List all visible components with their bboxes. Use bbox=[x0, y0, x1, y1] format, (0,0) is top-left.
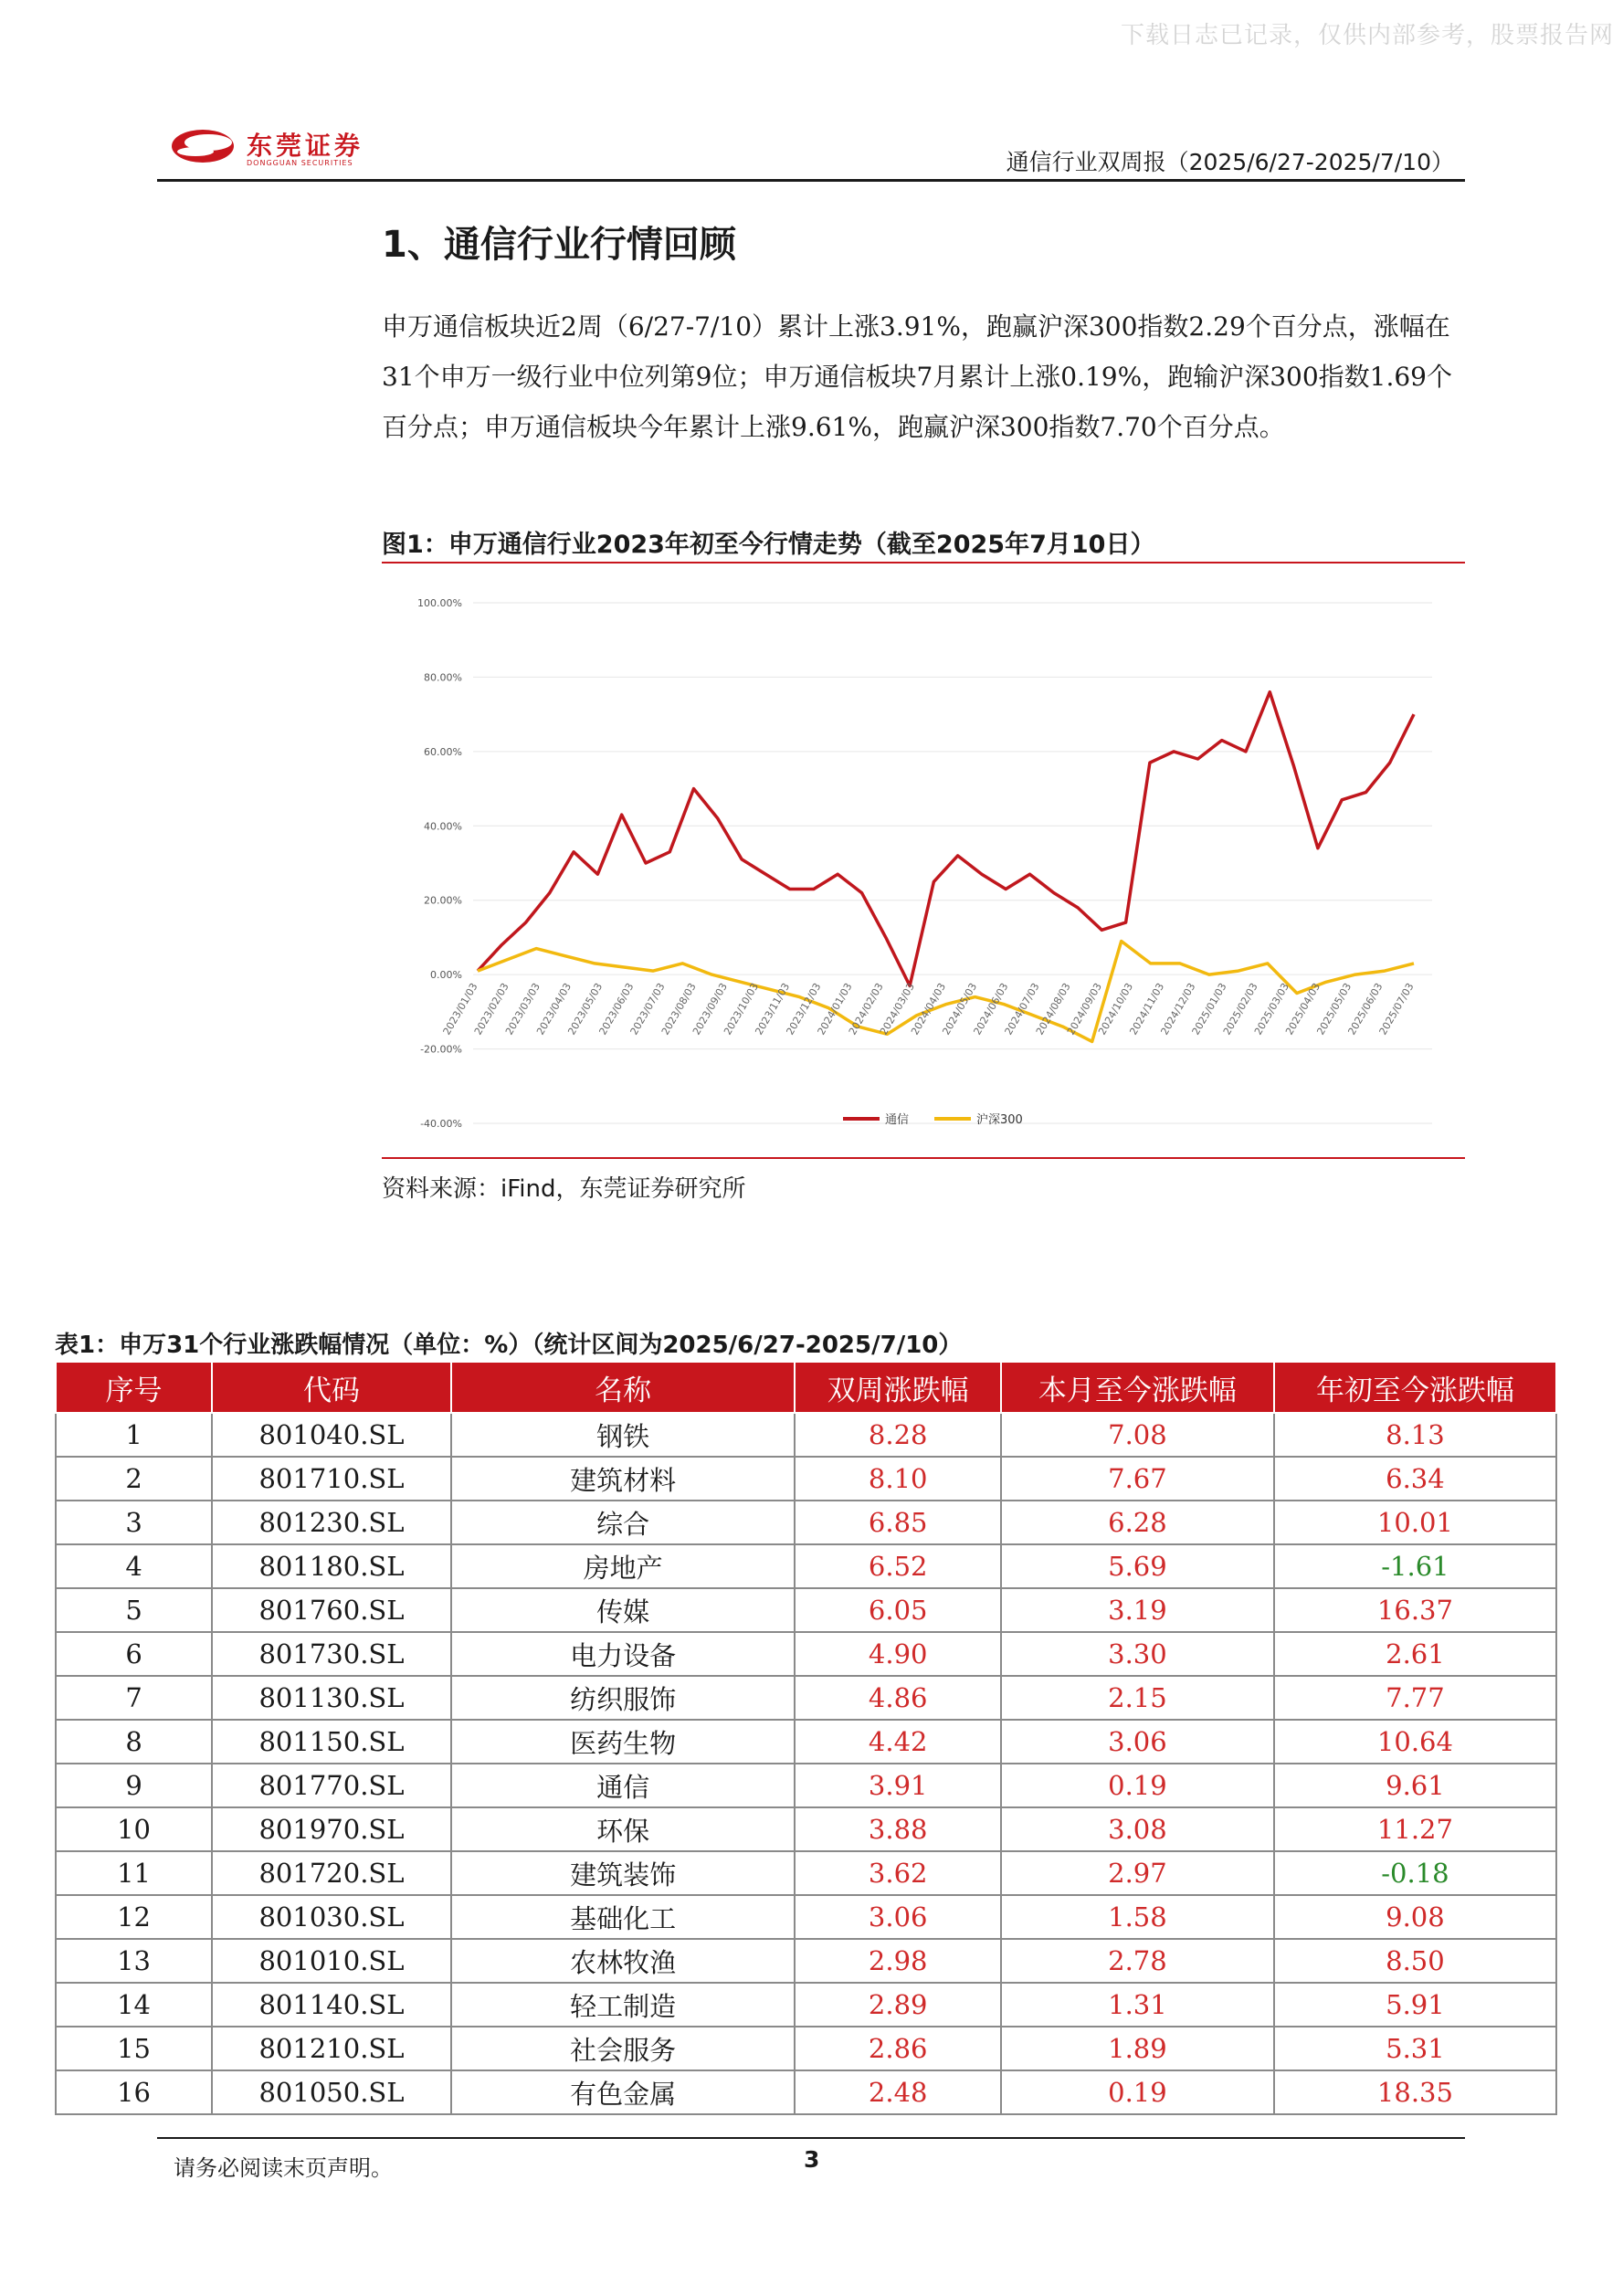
x-tick-label: 2023/06/03 bbox=[596, 981, 637, 1037]
cell-ytd-change: -0.18 bbox=[1274, 1851, 1556, 1895]
cell-code: 801770.SL bbox=[212, 1764, 451, 1807]
cell-code: 801010.SL bbox=[212, 1939, 451, 1983]
disclaimer-note: 请务必阅读末页声明。 bbox=[174, 2155, 393, 2181]
table-row bbox=[56, 2027, 1556, 2070]
cell-rank: 14 bbox=[56, 1983, 212, 2027]
series-line bbox=[478, 692, 1414, 986]
table-row bbox=[56, 1983, 1556, 2027]
y-tick-label: 0.00% bbox=[430, 969, 462, 982]
cell-biweekly-change: 8.10 bbox=[795, 1457, 1001, 1501]
cell-rank: 8 bbox=[56, 1720, 212, 1764]
table-header-row bbox=[56, 1362, 1556, 1413]
cell-name: 医药生物 bbox=[451, 1720, 796, 1764]
cell-mtd-change: 6.28 bbox=[1001, 1501, 1274, 1544]
y-tick-label: 100.00% bbox=[417, 597, 462, 609]
cell-name: 传媒 bbox=[451, 1588, 796, 1632]
table-row bbox=[56, 1632, 1556, 1676]
y-axis-ticks bbox=[417, 597, 462, 1130]
y-tick-label: 80.00% bbox=[424, 671, 462, 684]
cell-ytd-change: 2.61 bbox=[1274, 1632, 1556, 1676]
x-tick-label: 2023/01/03 bbox=[440, 981, 480, 1037]
cell-biweekly-change: 3.91 bbox=[795, 1764, 1001, 1807]
cell-biweekly-change: 3.62 bbox=[795, 1851, 1001, 1895]
cell-ytd-change: 8.13 bbox=[1274, 1413, 1556, 1457]
x-tick-label: 2024/07/03 bbox=[1002, 981, 1042, 1037]
cell-mtd-change: 3.30 bbox=[1001, 1632, 1274, 1676]
cell-biweekly-change: 3.88 bbox=[795, 1807, 1001, 1851]
cell-name: 通信 bbox=[451, 1764, 796, 1807]
figure-title: 图1：申万通信行业2023年初至今行情走势（截至2025年7月10日） bbox=[382, 531, 1155, 559]
table-row bbox=[56, 1413, 1556, 1457]
cell-name: 建筑材料 bbox=[451, 1457, 796, 1501]
cell-rank: 16 bbox=[56, 2070, 212, 2114]
cell-rank: 2 bbox=[56, 1457, 212, 1501]
x-tick-label: 2024/10/03 bbox=[1096, 981, 1136, 1037]
logo-subtitle: DONGGUAN SECURITIES bbox=[247, 159, 353, 167]
cell-ytd-change: 10.64 bbox=[1274, 1720, 1556, 1764]
y-tick-label: 60.00% bbox=[424, 745, 462, 758]
table-row bbox=[56, 1457, 1556, 1501]
cell-biweekly-change: 2.86 bbox=[795, 2027, 1001, 2070]
cell-name: 综合 bbox=[451, 1501, 796, 1544]
cell-mtd-change: 2.97 bbox=[1001, 1851, 1274, 1895]
cell-rank: 13 bbox=[56, 1939, 212, 1983]
cell-name: 轻工制造 bbox=[451, 1983, 796, 2027]
x-tick-label: 2024/02/03 bbox=[846, 981, 886, 1037]
figure-top-rule bbox=[382, 562, 1465, 563]
cell-ytd-change: 6.34 bbox=[1274, 1457, 1556, 1501]
x-tick-label: 2024/12/03 bbox=[1158, 981, 1198, 1037]
cell-biweekly-change: 4.86 bbox=[795, 1676, 1001, 1720]
cell-name: 有色金属 bbox=[451, 2070, 796, 2114]
section-title: 1、通信行业行情回顾 bbox=[382, 224, 736, 266]
cell-name: 基础化工 bbox=[451, 1895, 796, 1939]
cell-name: 房地产 bbox=[451, 1544, 796, 1588]
table-row bbox=[56, 1851, 1556, 1895]
summary-paragraph: 申万通信板块近2周（6/27-7/10）累计上涨3.91%，跑赢沪深300指数2.29个百分点，涨幅在31个申万一级行业中位列第9位；申万通信板块7月累计上涨0.19%，跑输沪深300指数1.69个百分点；申万通信板块今年累计上涨9.61%，跑赢沪深300指数7.70个百分点。 bbox=[382, 311, 1452, 442]
table-row bbox=[56, 1588, 1556, 1632]
cell-biweekly-change: 6.52 bbox=[795, 1544, 1001, 1588]
x-tick-label: 2025/06/03 bbox=[1345, 981, 1386, 1037]
cell-name: 纺织服饰 bbox=[451, 1676, 796, 1720]
cell-biweekly-change: 8.28 bbox=[795, 1413, 1001, 1457]
cell-mtd-change: 3.06 bbox=[1001, 1720, 1274, 1764]
cell-code: 801710.SL bbox=[212, 1457, 451, 1501]
legend-label: 通信 bbox=[885, 1113, 910, 1127]
x-tick-label: 2023/02/03 bbox=[471, 981, 511, 1037]
x-tick-label: 2023/05/03 bbox=[565, 981, 606, 1037]
table-row bbox=[56, 1939, 1556, 1983]
cell-biweekly-change: 6.85 bbox=[795, 1501, 1001, 1544]
cell-rank: 3 bbox=[56, 1501, 212, 1544]
x-tick-label: 2023/09/03 bbox=[690, 981, 730, 1037]
cell-mtd-change: 2.15 bbox=[1001, 1676, 1274, 1720]
cell-code: 801970.SL bbox=[212, 1807, 451, 1851]
cell-name: 电力设备 bbox=[451, 1632, 796, 1676]
x-tick-label: 2024/09/03 bbox=[1064, 981, 1104, 1037]
cell-ytd-change: 7.77 bbox=[1274, 1676, 1556, 1720]
x-tick-label: 2023/03/03 bbox=[502, 981, 543, 1037]
cell-name: 社会服务 bbox=[451, 2027, 796, 2070]
industry-performance-table bbox=[55, 1361, 1557, 2115]
cell-ytd-change: 8.50 bbox=[1274, 1939, 1556, 1983]
cell-biweekly-change: 2.89 bbox=[795, 1983, 1001, 2027]
cell-biweekly-change: 2.48 bbox=[795, 2070, 1001, 2114]
cell-rank: 5 bbox=[56, 1588, 212, 1632]
cell-ytd-change: 11.27 bbox=[1274, 1807, 1556, 1851]
page-number: 3 bbox=[804, 2146, 820, 2173]
cell-mtd-change: 3.08 bbox=[1001, 1807, 1274, 1851]
table-row bbox=[56, 1501, 1556, 1544]
cell-rank: 4 bbox=[56, 1544, 212, 1588]
cell-ytd-change: 9.08 bbox=[1274, 1895, 1556, 1939]
header-ytd-change: 年初至今涨跌幅 bbox=[1274, 1362, 1556, 1413]
y-tick-label: 20.00% bbox=[424, 894, 462, 907]
cell-code: 801050.SL bbox=[212, 2070, 451, 2114]
cell-mtd-change: 1.31 bbox=[1001, 1983, 1274, 2027]
cell-mtd-change: 0.19 bbox=[1001, 2070, 1274, 2114]
cell-rank: 1 bbox=[56, 1413, 212, 1457]
cell-code: 801720.SL bbox=[212, 1851, 451, 1895]
cell-rank: 10 bbox=[56, 1807, 212, 1851]
cell-mtd-change: 3.19 bbox=[1001, 1588, 1274, 1632]
x-tick-label: 2025/03/03 bbox=[1251, 981, 1291, 1037]
cell-code: 801030.SL bbox=[212, 1895, 451, 1939]
logo-name: 东莞证券 bbox=[247, 131, 364, 161]
x-tick-label: 2024/11/03 bbox=[1127, 981, 1167, 1037]
footer-rule bbox=[157, 2137, 1465, 2139]
x-tick-label: 2024/04/03 bbox=[909, 981, 949, 1037]
cell-rank: 7 bbox=[56, 1676, 212, 1720]
cell-code: 801760.SL bbox=[212, 1588, 451, 1632]
cell-ytd-change: 18.35 bbox=[1274, 2070, 1556, 2114]
cell-ytd-change: -1.61 bbox=[1274, 1544, 1556, 1588]
legend-label: 沪深300 bbox=[976, 1113, 1023, 1127]
index-trend-chart bbox=[382, 575, 1465, 1151]
table-row bbox=[56, 2070, 1556, 2114]
x-tick-label: 2025/02/03 bbox=[1220, 981, 1260, 1037]
figure-bottom-rule bbox=[382, 1157, 1465, 1159]
x-tick-label: 2024/01/03 bbox=[815, 981, 855, 1037]
cell-ytd-change: 5.91 bbox=[1274, 1983, 1556, 2027]
x-tick-label: 2023/04/03 bbox=[534, 981, 574, 1037]
company-logo bbox=[168, 122, 442, 168]
cell-name: 环保 bbox=[451, 1807, 796, 1851]
cell-ytd-change: 5.31 bbox=[1274, 2027, 1556, 2070]
x-tick-label: 2025/07/03 bbox=[1376, 981, 1417, 1037]
header-name: 名称 bbox=[451, 1362, 796, 1413]
report-title: 通信行业双周报（2025/6/27-2025/7/10） bbox=[1006, 149, 1454, 175]
cell-mtd-change: 0.19 bbox=[1001, 1764, 1274, 1807]
page-header bbox=[157, 117, 1465, 182]
table-row bbox=[56, 1720, 1556, 1764]
cell-ytd-change: 9.61 bbox=[1274, 1764, 1556, 1807]
cell-code: 801180.SL bbox=[212, 1544, 451, 1588]
cell-code: 801130.SL bbox=[212, 1676, 451, 1720]
cell-mtd-change: 7.08 bbox=[1001, 1413, 1274, 1457]
cell-mtd-change: 5.69 bbox=[1001, 1544, 1274, 1588]
header-code: 代码 bbox=[212, 1362, 451, 1413]
x-tick-label: 2023/11/03 bbox=[753, 981, 793, 1037]
cell-name: 钢铁 bbox=[451, 1413, 796, 1457]
x-tick-label: 2024/06/03 bbox=[971, 981, 1011, 1037]
x-tick-label: 2023/12/03 bbox=[784, 981, 824, 1037]
table-row bbox=[56, 1764, 1556, 1807]
cell-biweekly-change: 6.05 bbox=[795, 1588, 1001, 1632]
cell-rank: 6 bbox=[56, 1632, 212, 1676]
cell-code: 801730.SL bbox=[212, 1632, 451, 1676]
cell-ytd-change: 10.01 bbox=[1274, 1501, 1556, 1544]
cell-code: 801150.SL bbox=[212, 1720, 451, 1764]
cell-code: 801230.SL bbox=[212, 1501, 451, 1544]
cell-name: 农林牧渔 bbox=[451, 1939, 796, 1983]
x-tick-label: 2023/10/03 bbox=[722, 981, 762, 1037]
header-rank: 序号 bbox=[56, 1362, 212, 1413]
cell-biweekly-change: 4.90 bbox=[795, 1632, 1001, 1676]
cell-rank: 12 bbox=[56, 1895, 212, 1939]
cell-mtd-change: 1.89 bbox=[1001, 2027, 1274, 2070]
cell-code: 801210.SL bbox=[212, 2027, 451, 2070]
y-tick-label: 40.00% bbox=[424, 820, 462, 833]
cell-mtd-change: 7.67 bbox=[1001, 1457, 1274, 1501]
cell-rank: 15 bbox=[56, 2027, 212, 2070]
figure-source: 资料来源：iFind，东莞证券研究所 bbox=[382, 1175, 746, 1203]
cell-name: 建筑装饰 bbox=[451, 1851, 796, 1895]
table-row bbox=[56, 1544, 1556, 1588]
y-tick-label: -20.00% bbox=[420, 1043, 462, 1056]
table-row bbox=[56, 1807, 1556, 1851]
cell-biweekly-change: 2.98 bbox=[795, 1939, 1001, 1983]
chart-legend bbox=[843, 1112, 1023, 1127]
cell-code: 801040.SL bbox=[212, 1413, 451, 1457]
table-body bbox=[56, 1413, 1556, 2114]
cell-rank: 9 bbox=[56, 1764, 212, 1807]
x-tick-label: 2025/05/03 bbox=[1314, 981, 1354, 1037]
x-tick-label: 2025/01/03 bbox=[1189, 981, 1229, 1037]
cell-mtd-change: 2.78 bbox=[1001, 1939, 1274, 1983]
watermark-text: 下载日志已记录，仅供内部参考，股票报告网 bbox=[1120, 22, 1614, 49]
x-tick-label: 2024/03/03 bbox=[877, 981, 917, 1037]
cell-mtd-change: 1.58 bbox=[1001, 1895, 1274, 1939]
cell-biweekly-change: 3.06 bbox=[795, 1895, 1001, 1939]
table-row bbox=[56, 1676, 1556, 1720]
header-biweekly-change: 双周涨跌幅 bbox=[795, 1362, 1001, 1413]
x-tick-label: 2025/04/03 bbox=[1283, 981, 1323, 1037]
x-tick-label: 2024/05/03 bbox=[940, 981, 980, 1037]
x-tick-label: 2024/08/03 bbox=[1033, 981, 1073, 1037]
cell-code: 801140.SL bbox=[212, 1983, 451, 2027]
table-title: 表1：申万31个行业涨跌幅情况（单位：%）（统计区间为2025/6/27-2025/7/10） bbox=[55, 1332, 963, 1359]
x-tick-label: 2023/08/03 bbox=[659, 981, 699, 1037]
y-tick-label: -40.00% bbox=[420, 1118, 462, 1130]
cell-biweekly-change: 4.42 bbox=[795, 1720, 1001, 1764]
logo-mark-icon bbox=[168, 122, 241, 168]
cell-ytd-change: 16.37 bbox=[1274, 1588, 1556, 1632]
x-axis-ticks bbox=[441, 981, 1417, 1037]
cell-rank: 11 bbox=[56, 1851, 212, 1895]
header-mtd-change: 本月至今涨跌幅 bbox=[1001, 1362, 1274, 1413]
table-row bbox=[56, 1895, 1556, 1939]
x-tick-label: 2023/07/03 bbox=[627, 981, 668, 1037]
